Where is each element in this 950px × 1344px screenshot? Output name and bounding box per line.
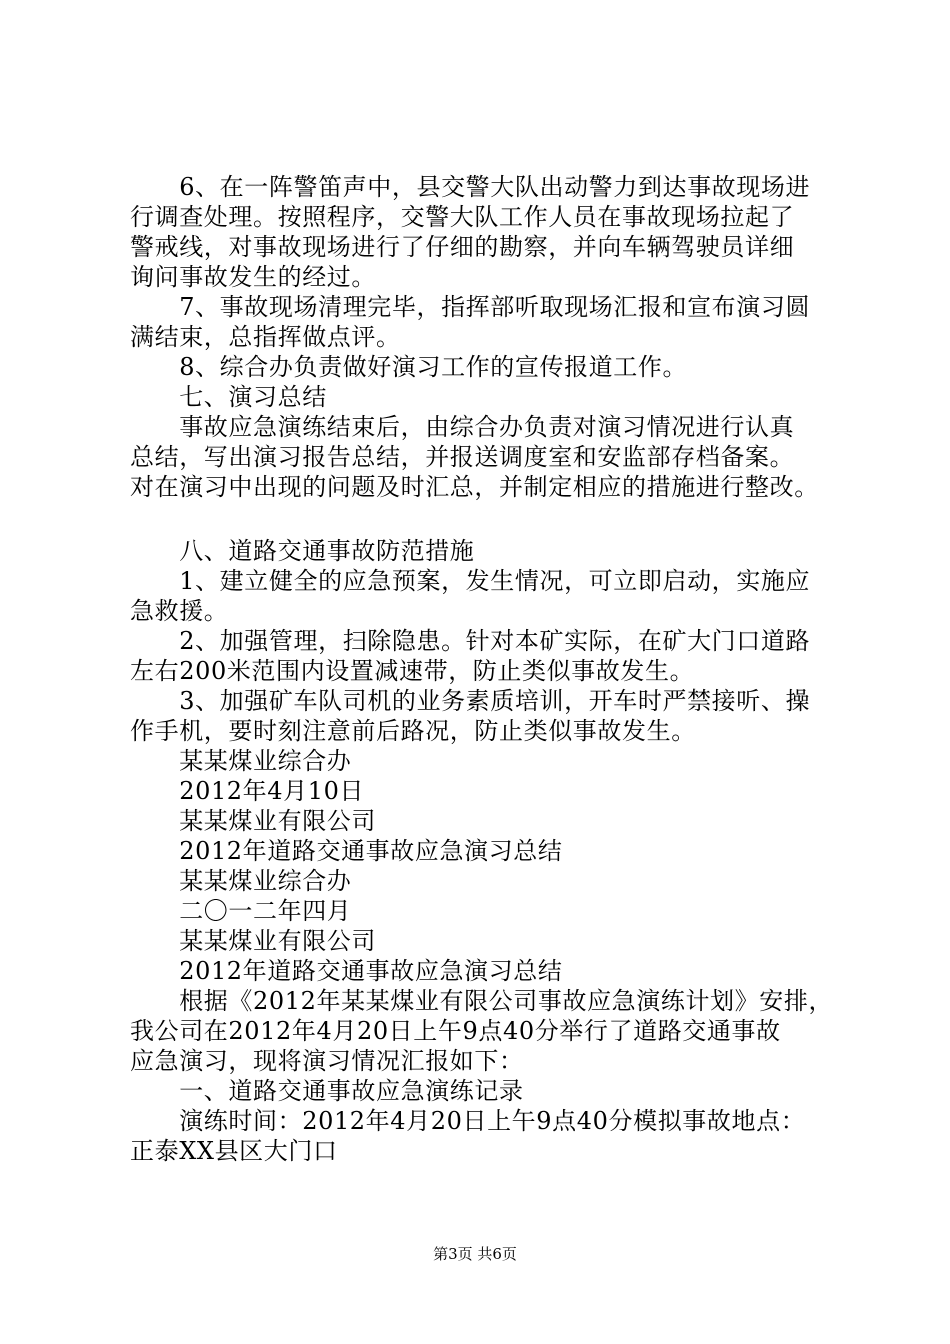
text-line: 急救援。 (130, 597, 229, 625)
text-line: 1、建立健全的应急预案，发生情况，可立即启动，实施应 (130, 567, 811, 595)
text-line: 询问事故发生的经过。 (130, 263, 376, 291)
text-line: 我公司在2012年4月20日上午9点40分举行了道路交通事故 (130, 1017, 781, 1045)
text-block-part1 (130, 172, 840, 502)
text-line: 某某煤业综合办 (130, 867, 352, 895)
text-line: 6、在一阵警笛声中，县交警大队出动警力到达事故现场进 (130, 173, 811, 201)
text-block-part2 (130, 536, 840, 1166)
text-line: 7、事故现场清理完毕，指挥部听取现场汇报和宣布演习圆 (130, 293, 811, 321)
text-line: 根据《2012年某某煤业有限公司事故应急演练计划》安排， (130, 987, 834, 1015)
text-line: 一、道路交通事故应急演练记录 (130, 1077, 524, 1105)
text-line: 左右200米范围内设置减速带，防止类似事故发生。 (130, 657, 695, 685)
text-line: 某某煤业综合办 (130, 747, 352, 775)
text-line: 总结，写出演习报告总结，并报送调度室和安监部存档备案。 (130, 443, 795, 471)
text-line: 2012年道路交通事故应急演习总结 (130, 837, 563, 865)
document-body (130, 172, 840, 1166)
page-footer: 第3页 共6页 (433, 1245, 517, 1263)
text-line: 二〇一二年四月 (130, 897, 352, 925)
text-line: 8、综合办负责做好演习工作的宣传报道工作。 (130, 353, 688, 381)
text-line: 3、加强矿车队司机的业务素质培训，开车时严禁接听、操 (130, 687, 811, 715)
text-line: 行调查处理。按照程序，交警大队工作人员在事故现场拉起了 (130, 203, 795, 231)
text-line: 警戒线，对事故现场进行了仔细的勘察，并向车辆驾驶员详细 (130, 233, 795, 261)
text-line: 2012年4月10日 (130, 777, 365, 805)
text-line: 正泰XX县区大门口 (130, 1137, 338, 1165)
text-line: 某某煤业有限公司 (130, 927, 376, 955)
text-line: 应急演习，现将演习情况汇报如下： (130, 1047, 524, 1075)
text-line: 七、演习总结 (130, 383, 327, 411)
text-line: 八、道路交通事故防范措施 (130, 537, 475, 565)
paragraph-gap (130, 502, 840, 536)
text-line: 对在演习中出现的问题及时汇总，并制定相应的措施进行整改。 (130, 473, 819, 501)
text-line: 某某煤业有限公司 (130, 807, 376, 835)
text-line: 作手机，要时刻注意前后路况，防止类似事故发生。 (130, 717, 696, 745)
text-line: 2、加强管理，扫除隐患。针对本矿实际，在矿大门口道路 (130, 627, 811, 655)
text-line: 演练时间：2012年4月20日上午9点40分模拟事故地点： (130, 1107, 806, 1135)
text-line: 满结束，总指挥做点评。 (130, 323, 401, 351)
text-line: 2012年道路交通事故应急演习总结 (130, 957, 563, 985)
text-line: 事故应急演练结束后，由综合办负责对演习情况进行认真 (130, 413, 795, 441)
